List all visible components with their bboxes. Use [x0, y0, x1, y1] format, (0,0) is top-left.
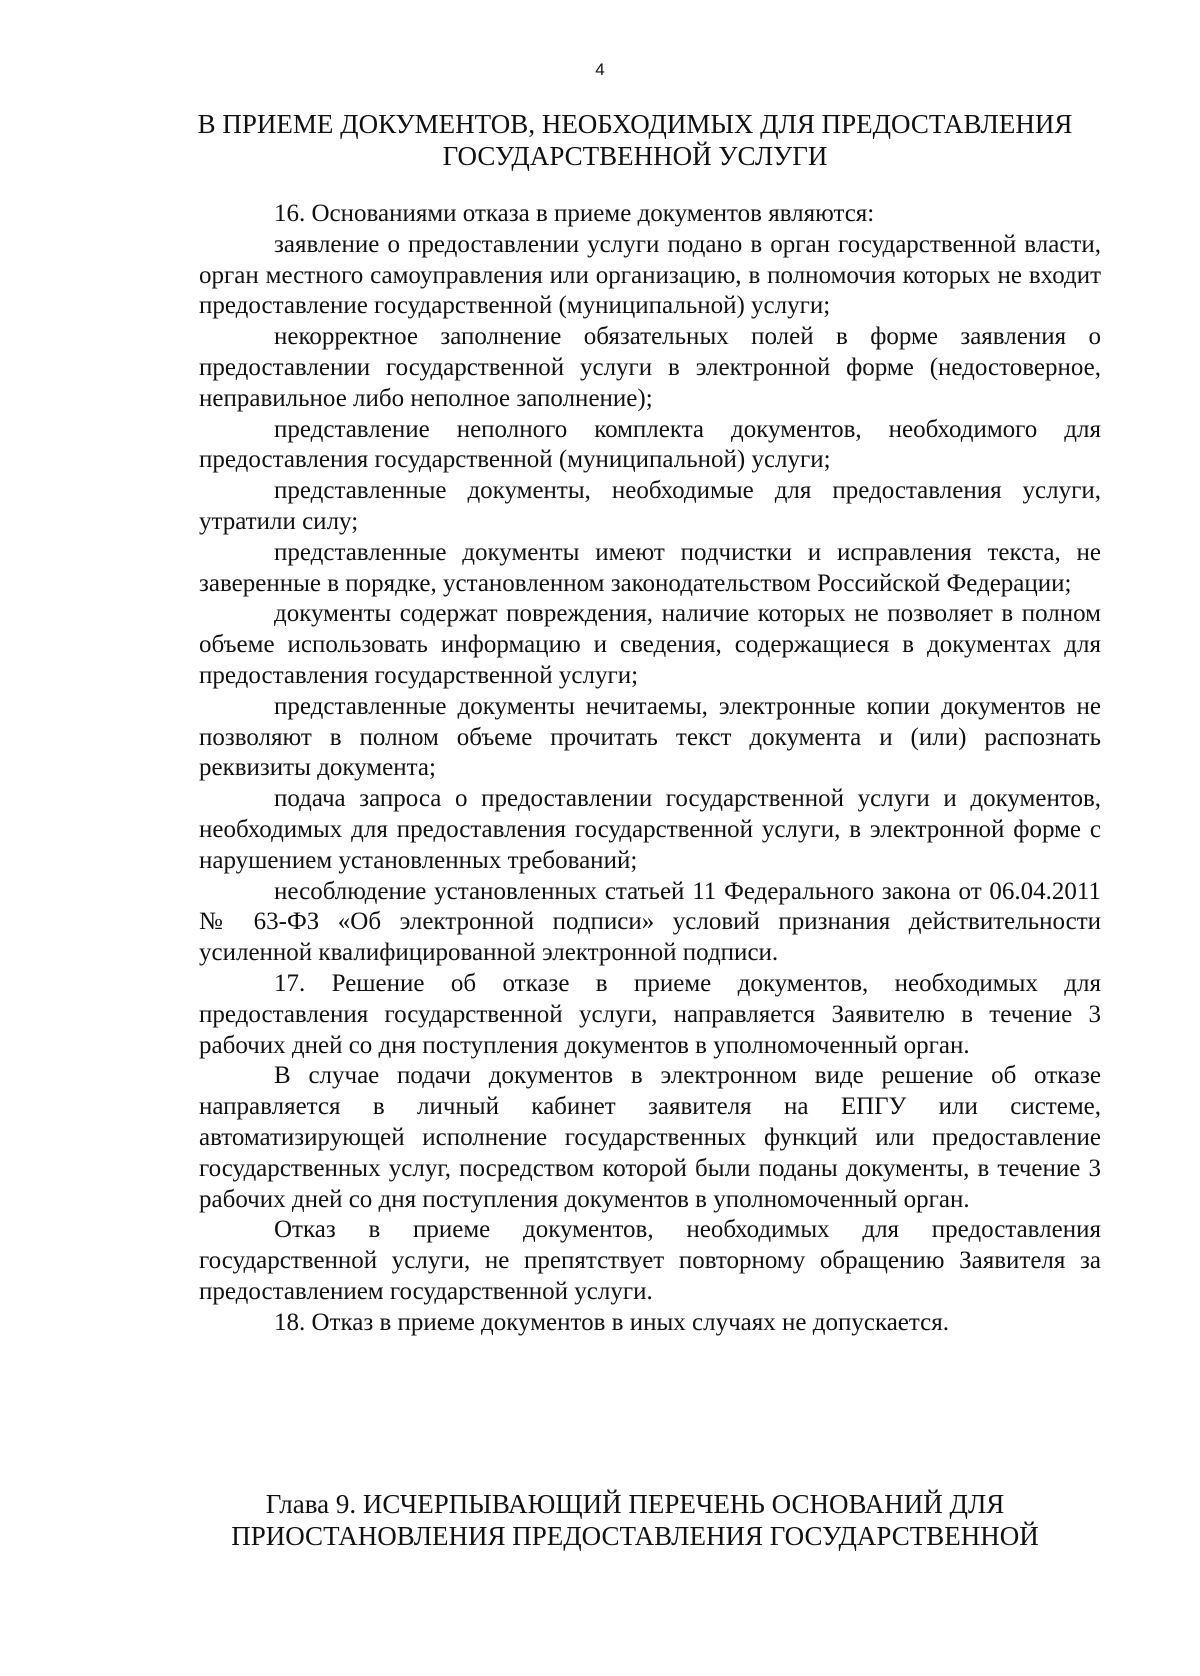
- paragraph-16-intro: 16. Основаниями отказа в приеме документов являются:: [274, 200, 875, 227]
- document-body: [199, 199, 1101, 1338]
- paragraph-signature-conditions: несоблюдение установленных статьей 11 Федерального закона от 06.04.2011 № 63-ФЗ «Об электронной подписи» условий признания действительности усиленной квалифицированной электронной подписи.: [199, 877, 1101, 967]
- paragraph-incorrect-fields: некорректное заполнение обязательных полей в форме заявления о предоставлении государственной услуги в электронной форме (недостоверное, неправильное либо неполное заполнение);: [199, 323, 1101, 412]
- paragraph-erasures: представленные документы имеют подчистки и исправления текста, не заверенные в порядке, установленном законодательством Российской Федерации;: [199, 538, 1101, 597]
- paragraph-electronic-violation: подача запроса о предоставлении государственной услуги и документов, необходимых для предоставления государственной услуги, в электронной форме с нарушением установленных требований;: [199, 785, 1101, 874]
- paragraph-17-decision: 17. Решение об отказе в приеме документов, необходимых для предоставления государственной услуги, направляется Заявителю в течение 3 рабочих дней со дня поступления документов в уполномоченный орган.: [199, 969, 1101, 1059]
- paragraph-wrong-authority: заявление о предоставлении услуги подано в орган государственной власти, орган местного самоуправления или организацию, в полномочия которых не входит предоставление государственной (муниципальной) услуги;: [199, 230, 1101, 320]
- paragraph-incomplete-set: представление неполного комплекта документов, необходимого для предоставления государственной (муниципальной) услуги;: [199, 415, 1101, 474]
- section-heading-line-2: ГОСУДАРСТВЕННОЙ УСЛУГИ: [442, 141, 828, 171]
- paragraph-expired-documents: представленные документы, необходимые для предоставления услуги, утратили силу;: [199, 477, 1101, 535]
- paragraph-18-no-other-cases: 18. Отказ в приеме документов в иных случаях не допускается.: [274, 1308, 949, 1336]
- chapter-heading-line-2: ПРИОСТАНОВЛЕНИЯ ПРЕДОСТАВЛЕНИЯ ГОСУДАРСТВЕННОЙ: [231, 1521, 1039, 1551]
- paragraph-unreadable-documents: представленные документы нечитаемы, электронные копии документов не позволяют в полном объеме прочитать текст документа и (или) распознать реквизиты документа;: [199, 692, 1101, 782]
- chapter-9-heading: [160, 1488, 1110, 1552]
- section-heading-line-1: В ПРИЕМЕ ДОКУМЕНТОВ, НЕОБХОДИМЫХ ДЛЯ ПРЕДОСТАВЛЕНИЯ: [197, 109, 1073, 139]
- paragraph-electronic-refusal: В случае подачи документов в электронном виде решение об отказе направляется в личный кабинет заявителя на ЕПГУ или системе, автоматизирующей исполнение государственных функций или предоставление государственных услуг, посредством которой были поданы документы, в течение 3 рабочих дней со дня поступления документов в уполномоченный орган.: [199, 1062, 1101, 1213]
- chapter-heading-line-1: Глава 9. ИСЧЕРПЫВАЮЩИЙ ПЕРЕЧЕНЬ ОСНОВАНИЙ ДЛЯ: [265, 1489, 1005, 1519]
- section-heading: [160, 108, 1110, 172]
- paragraph-damaged-documents: документы содержат повреждения, наличие которых не позволяет в полном объеме использовать информацию и сведения, содержащиеся в документах для предоставления государственной услуги;: [199, 600, 1101, 689]
- page-number: 4: [595, 60, 605, 79]
- paragraph-repeat-request: Отказ в приеме документов, необходимых для предоставления государственной услуги, не препятствует повторному обращению Заявителя за предоставлением государственной услуги.: [199, 1216, 1101, 1305]
